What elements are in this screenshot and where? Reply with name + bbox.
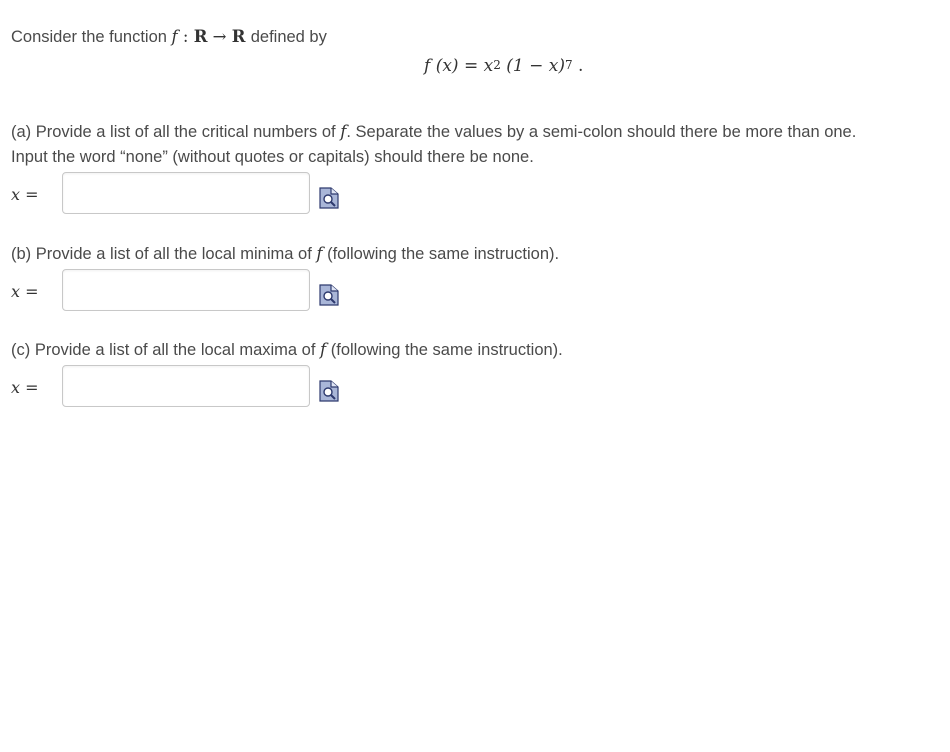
preview-magnifier-icon [318, 283, 340, 307]
preview-c-button[interactable] [318, 379, 340, 403]
question-c [11, 340, 563, 360]
formula-exponent-1: 2 [493, 58, 501, 72]
answer-c-input[interactable] [62, 365, 310, 407]
function-formula [424, 56, 583, 76]
question-a-instruction: Input the word “none” (without quotes or capitals) should there be none. [11, 148, 534, 166]
question-a-text-after: . Separate the values by a semi-colon should there be more than one. [346, 123, 857, 141]
intro-math [172, 27, 251, 46]
question-a-func: f [340, 122, 347, 141]
answer-b-input[interactable] [62, 269, 310, 311]
question-c-text-after: (following the same instruction). [330, 341, 563, 359]
preview-a-button[interactable] [318, 186, 340, 210]
question-a-text-before: (a) Provide a list of all the critical numbers of [11, 123, 336, 141]
problem-intro [11, 27, 327, 47]
answer-row-a [11, 172, 351, 216]
preview-b-button[interactable] [318, 283, 340, 307]
question-c-text-before: (c) Provide a list of all the local maxima of [11, 341, 316, 359]
question-c-func: f [320, 340, 327, 359]
formula-base: x [483, 56, 494, 76]
intro-arrow: → [212, 27, 227, 46]
formula-end: . [572, 56, 584, 76]
answer-c-label: x = [11, 378, 39, 397]
preview-magnifier-icon [318, 186, 340, 210]
answer-a-label: x = [11, 185, 39, 204]
answer-row-b [11, 269, 351, 313]
answer-b-label: x = [11, 282, 39, 301]
answer-a-input[interactable] [62, 172, 310, 214]
intro-text-before: Consider the function [11, 28, 167, 46]
formula-exponent-2: 7 [564, 58, 573, 72]
intro-func-name: f [171, 27, 178, 46]
formula-lhs: f (x) = [424, 56, 484, 76]
intro-text-after: defined by [250, 28, 327, 46]
intro-domain: R [193, 27, 208, 46]
question-b-text-before: (b) Provide a list of all the local minima of [11, 245, 312, 263]
question-b [11, 244, 559, 264]
question-b-func: f [316, 244, 323, 263]
intro-colon: : [182, 27, 189, 46]
intro-codomain: R [231, 27, 246, 46]
question-a [11, 122, 856, 142]
formula-middle: (1 − x) [500, 56, 565, 76]
answer-row-c [11, 365, 351, 409]
question-b-text-after: (following the same instruction). [327, 245, 560, 263]
preview-magnifier-icon [318, 379, 340, 403]
